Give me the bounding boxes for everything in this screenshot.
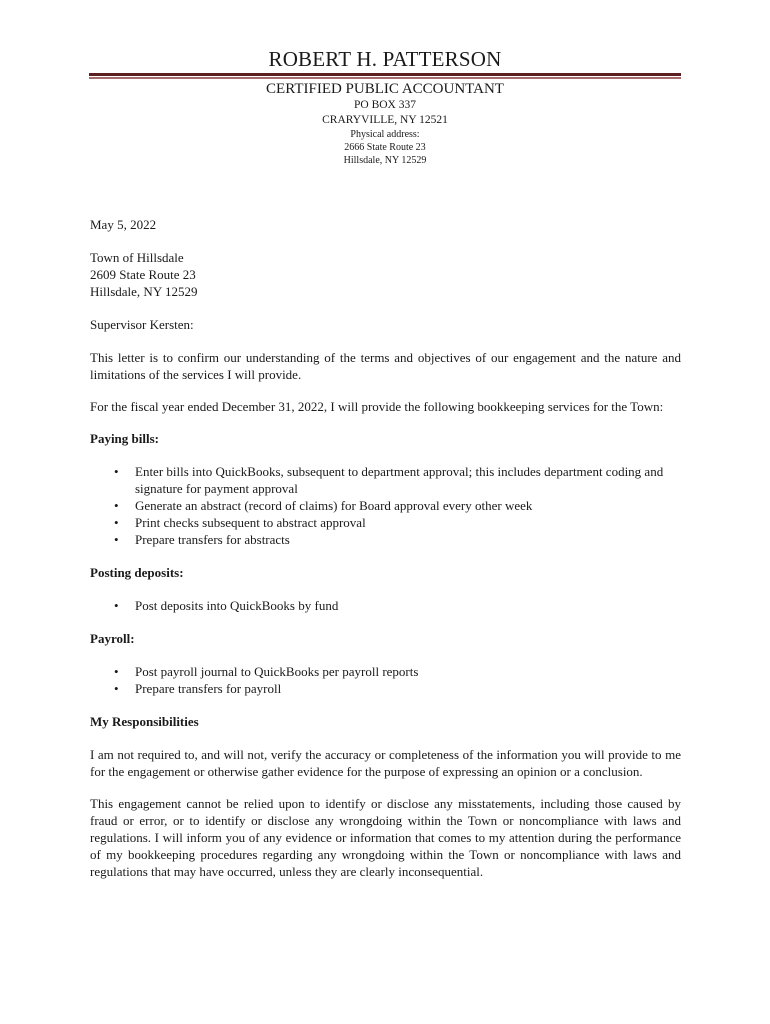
section-heading-payroll: Payroll: xyxy=(90,631,135,646)
payroll-list xyxy=(90,663,681,697)
salutation: Supervisor Kersten: xyxy=(90,317,194,332)
list-item-text: Generate an abstract (record of claims) for Board approval every other week xyxy=(135,498,533,513)
bullet-icon: • xyxy=(114,664,119,679)
letterhead-physical-label: Physical address: xyxy=(350,129,420,140)
services-intro-paragraph: For the fiscal year ended December 31, 2022, I will provide the following bookkeeping services for the Town: xyxy=(90,399,664,414)
letterhead-city: CRARYVILLE, NY 12521 xyxy=(322,114,448,126)
intro-paragraph: This letter is to confirm our understanding of the terms and objectives of our engagement and the nature and limitations of the services I will provide. xyxy=(90,350,681,382)
bullet-icon: • xyxy=(114,532,119,547)
list-item-text: Post deposits into QuickBooks by fund xyxy=(135,598,339,613)
list-item-text: Print checks subsequent to abstract approval xyxy=(135,515,366,530)
posting-deposits-list xyxy=(90,597,681,614)
recipient-line: Town of Hillsdale xyxy=(90,250,184,265)
list-item-text: Post payroll journal to QuickBooks per payroll reports xyxy=(135,664,419,679)
letter-date: May 5, 2022 xyxy=(90,217,157,232)
letterhead-physical-line1: 2666 State Route 23 xyxy=(344,142,426,153)
paying-bills-list xyxy=(90,463,681,548)
letterhead xyxy=(0,46,770,72)
letterhead-physical-line2: Hillsdale, NY 12529 xyxy=(343,155,427,166)
list-item xyxy=(90,663,681,680)
list-item xyxy=(90,531,681,548)
bullet-icon: • xyxy=(114,515,119,530)
letterhead-name: ROBERT H. PATTERSON xyxy=(268,47,502,71)
letterhead-rule-accent xyxy=(89,77,681,79)
list-item xyxy=(90,463,681,497)
responsibilities-paragraph-1: I am not required to, and will not, verify the accuracy or completeness of the information you will provide to me for the engagement or otherwise gather evidence for the purpose of expressing an opinion or a conclusion. xyxy=(90,747,681,779)
recipient-address xyxy=(90,249,681,300)
bullet-icon: • xyxy=(114,598,119,613)
list-item-text: Prepare transfers for abstracts xyxy=(135,532,290,547)
letterhead-rule xyxy=(89,73,681,76)
section-heading-posting-deposits: Posting deposits: xyxy=(90,565,184,580)
bullet-icon: • xyxy=(114,464,119,479)
section-heading-responsibilities: My Responsibilities xyxy=(90,714,199,729)
bullet-icon: • xyxy=(114,681,119,696)
list-item-text: Prepare transfers for payroll xyxy=(135,681,282,696)
recipient-line: 2609 State Route 23 xyxy=(90,267,196,282)
list-item xyxy=(90,597,681,614)
list-item-text: Enter bills into QuickBooks, subsequent to department approval; this includes department coding and signature for payment approval xyxy=(135,464,664,496)
letter-body xyxy=(90,216,681,895)
list-item xyxy=(90,680,681,697)
list-item xyxy=(90,497,681,514)
list-item xyxy=(90,514,681,531)
section-heading-paying-bills: Paying bills: xyxy=(90,431,159,446)
letterhead-po-box: PO BOX 337 xyxy=(354,99,416,111)
letterhead-title: CERTIFIED PUBLIC ACCOUNTANT xyxy=(266,81,504,97)
bullet-icon: • xyxy=(114,498,119,513)
recipient-line: Hillsdale, NY 12529 xyxy=(90,284,198,299)
responsibilities-paragraph-2: This engagement cannot be relied upon to identify or disclose any misstatements, including those caused by fraud or error, or to identify or disclose any wrongdoing within the Town or noncompliance with laws and regulations. I will inform you of any evidence or information that comes to my attention during the performance of my bookkeeping procedures regarding any wrongdoing within the Town or noncompliance with laws and regulations that may have occurred, unless they are clearly inconsequential. xyxy=(90,796,681,879)
